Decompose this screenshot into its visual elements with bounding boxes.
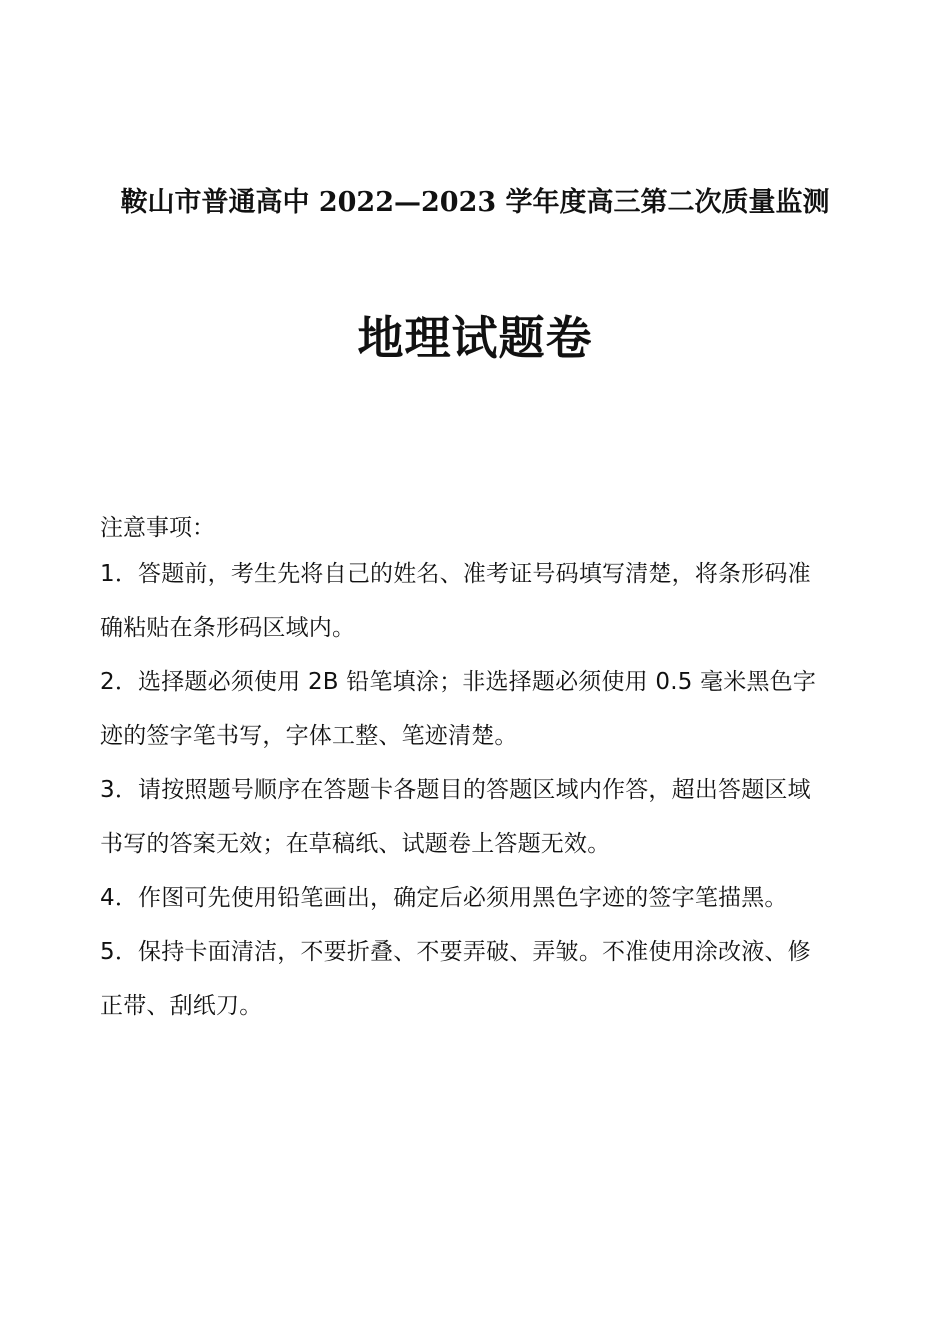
- notice-line: 2．选择题必须使用 2B 铅笔填涂；非选择题必须使用 0.5 毫米黑色字: [100, 669, 817, 695]
- notice-item-2: [100, 655, 880, 763]
- notice-item-4: [100, 871, 880, 925]
- notice-section: [100, 509, 880, 1033]
- notice-heading: 注意事项：: [100, 515, 215, 541]
- notice-line: 5．保持卡面清洁，不要折叠、不要弄破、弄皱。不准使用涂改液、修: [100, 939, 811, 965]
- notice-item-1: [100, 547, 880, 655]
- exam-header: 鞍山市普通高中 2022—2023 学年度高三第二次质量监测: [120, 187, 830, 218]
- notice-line: 确粘贴在条形码区域内。: [100, 615, 356, 641]
- notice-item-5: [100, 925, 880, 1033]
- notice-line: 迹的签字笔书写，字体工整、笔迹清楚。: [100, 723, 518, 749]
- exam-title: 地理试题卷: [357, 311, 593, 365]
- notice-line: 4．作图可先使用铅笔画出，确定后必须用黑色字迹的签字笔描黑。: [100, 885, 788, 911]
- notice-item-3: [100, 763, 880, 871]
- notice-line: 1．答题前，考生先将自己的姓名、准考证号码填写清楚，将条形码准: [100, 561, 811, 587]
- notice-line: 正带、刮纸刀。: [100, 993, 263, 1019]
- notice-line: 书写的答案无效；在草稿纸、试题卷上答题无效。: [100, 831, 611, 857]
- notice-line: 3．请按照题号顺序在答题卡各题目的答题区域内作答，超出答题区域: [100, 777, 811, 803]
